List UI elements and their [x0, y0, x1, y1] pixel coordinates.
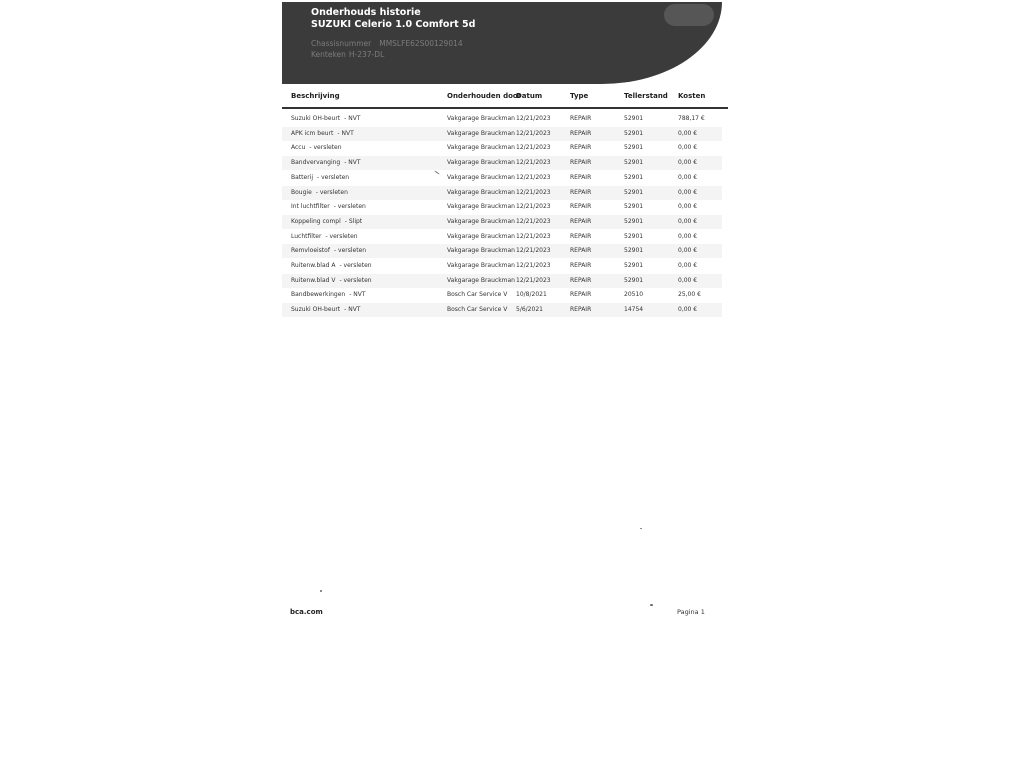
- description-item: Int luchtfilter: [291, 203, 330, 211]
- description-note: - versleten: [325, 232, 358, 240]
- cell-date: 5/6/2021: [516, 306, 543, 314]
- header-divider: [282, 107, 728, 109]
- cell-cost: 0,00 €: [678, 262, 698, 269]
- description-item: Ruitenw.blad A: [291, 262, 336, 269]
- column-header-maintained-by: Onderhouden door: [447, 92, 522, 100]
- cell-date: 12/21/2023: [516, 115, 551, 122]
- chassis-number-value: MMSLFE62S00129014: [379, 39, 463, 48]
- chassis-number-line: [311, 39, 463, 48]
- scan-speck: [320, 590, 322, 592]
- document-title: Onderhouds historie: [311, 7, 421, 18]
- cell-date: 10/8/2021: [516, 291, 547, 299]
- description-note: - versleten: [339, 276, 372, 284]
- cell-maintained-by: Vakgarage Brauckman: [447, 262, 515, 269]
- cell-odometer: 52901: [624, 129, 644, 137]
- scan-smudge: [664, 4, 714, 26]
- table-row: [282, 274, 722, 288]
- description-note: - NVT: [349, 291, 366, 299]
- cell-maintained-by: Vakgarage Brauckman: [447, 173, 515, 181]
- cell-date: 12/21/2023: [516, 203, 551, 211]
- table-row: [282, 303, 722, 317]
- vehicle-model: SUZUKI Celerio 1.0 Comfort 5d: [311, 19, 476, 30]
- cell-maintained-by: Bosch Car Service V: [447, 306, 508, 314]
- cell-description: [291, 130, 354, 137]
- cell-type: REPAIR: [570, 247, 592, 255]
- cell-cost: 0,00 €: [678, 232, 698, 240]
- description-item: Bandbewerkingen: [291, 291, 346, 299]
- cell-description: [291, 115, 360, 122]
- cell-type: REPAIR: [570, 188, 592, 196]
- cell-maintained-by: Vakgarage Brauckman: [447, 203, 515, 211]
- cell-maintained-by: Vakgarage Brauckman: [447, 232, 515, 240]
- cell-cost: 0,00 €: [678, 188, 698, 196]
- cell-odometer: 52901: [624, 247, 644, 255]
- table-row: [282, 215, 722, 229]
- cell-odometer: 52901: [624, 217, 644, 225]
- cell-cost: 0,00 €: [678, 203, 698, 211]
- column-header-costs: Kosten: [678, 92, 706, 100]
- cell-odometer: 52901: [624, 115, 644, 122]
- description-note: - versleten: [339, 262, 372, 269]
- cell-type: REPAIR: [570, 232, 592, 240]
- cell-type: REPAIR: [570, 262, 592, 269]
- cell-maintained-by: Vakgarage Brauckman: [447, 129, 515, 137]
- description-item: Suzuki OH-beurt: [291, 306, 341, 314]
- scan-speck: [650, 604, 653, 606]
- footer-source: bca.com: [290, 608, 323, 616]
- cell-odometer: 52901: [624, 203, 644, 211]
- cell-maintained-by: Bosch Car Service V: [447, 291, 508, 299]
- cell-type: REPAIR: [570, 217, 592, 225]
- cell-description: [291, 144, 342, 151]
- description-item: Accu: [291, 144, 306, 152]
- description-item: APK icm beurt: [291, 129, 334, 137]
- cell-description: [291, 247, 366, 254]
- page-number: Pagina 1: [677, 608, 705, 616]
- cell-type: REPAIR: [570, 276, 592, 284]
- cell-type: REPAIR: [570, 129, 592, 137]
- license-plate-value: H-237-DL: [348, 50, 385, 59]
- document-header: [282, 2, 722, 84]
- description-note: - versleten: [317, 173, 350, 181]
- cell-date: 12/21/2023: [516, 173, 551, 181]
- cell-description: [291, 277, 372, 284]
- cell-type: REPAIR: [570, 159, 592, 167]
- cell-type: REPAIR: [570, 115, 592, 122]
- description-note: - versleten: [333, 247, 367, 255]
- table-row: [282, 259, 722, 273]
- cell-odometer: 52901: [624, 188, 644, 196]
- cell-cost: 0,00 €: [678, 173, 698, 181]
- cell-description: [291, 233, 358, 240]
- description-note: - NVT: [337, 129, 354, 137]
- cell-description: [291, 159, 361, 166]
- cell-description: [291, 306, 360, 313]
- cell-cost: 0,00 €: [678, 159, 698, 167]
- cell-cost: 0,00 €: [678, 144, 698, 152]
- column-header-odometer: Tellerstand: [624, 92, 668, 100]
- cell-cost: 0,00 €: [678, 247, 698, 255]
- cell-maintained-by: Vakgarage Brauckman: [447, 188, 515, 196]
- cell-date: 12/21/2023: [516, 247, 551, 255]
- cell-date: 12/21/2023: [516, 159, 551, 167]
- description-note: - NVT: [344, 306, 361, 314]
- cell-description: [291, 189, 348, 196]
- description-note: - versleten: [315, 188, 348, 196]
- cell-cost: 25,00 €: [678, 291, 701, 299]
- cell-date: 12/21/2023: [516, 276, 551, 284]
- table-row: [282, 127, 722, 141]
- description-item: Bougie: [291, 188, 312, 196]
- scan-speck: [640, 528, 642, 529]
- cell-maintained-by: Vakgarage Brauckman: [447, 247, 515, 255]
- cell-type: REPAIR: [570, 291, 592, 299]
- cell-description: [291, 174, 349, 181]
- description-note: - Slipt: [344, 217, 363, 225]
- table-row: [282, 244, 722, 258]
- cell-cost: 788,17 €: [678, 115, 705, 122]
- description-note: - versleten: [333, 203, 366, 211]
- cell-odometer: 20510: [624, 291, 644, 299]
- table-row: [282, 230, 722, 244]
- cell-cost: 0,00 €: [678, 276, 698, 284]
- cell-odometer: 52901: [624, 159, 644, 167]
- cell-maintained-by: Vakgarage Brauckman: [447, 276, 515, 284]
- cell-date: 12/21/2023: [516, 217, 551, 225]
- description-item: Suzuki OH-beurt: [291, 115, 341, 122]
- table-row: [282, 171, 722, 185]
- license-plate-line: [311, 50, 384, 59]
- description-item: Koppeling compl: [291, 217, 341, 225]
- description-item: Batterij: [291, 173, 313, 181]
- cell-description: [291, 262, 372, 269]
- license-plate-label: Kenteken: [311, 50, 346, 59]
- cell-description: [291, 291, 366, 298]
- table-row: [282, 141, 722, 155]
- cell-date: 12/21/2023: [516, 129, 551, 137]
- table-row: [282, 288, 722, 302]
- cell-maintained-by: Vakgarage Brauckman: [447, 144, 515, 152]
- cell-type: REPAIR: [570, 203, 592, 211]
- chassis-number-label: Chassisnummer: [311, 39, 372, 48]
- description-note: - NVT: [344, 115, 361, 122]
- cell-odometer: 52901: [624, 144, 644, 152]
- table-row: [282, 156, 722, 170]
- cell-maintained-by: Vakgarage Brauckman: [447, 217, 515, 225]
- cell-maintained-by: Vakgarage Brauckman: [447, 159, 515, 167]
- cell-type: REPAIR: [570, 173, 592, 181]
- description-item: Bandvervanging: [291, 159, 341, 167]
- cell-cost: 0,00 €: [678, 217, 698, 225]
- column-header-description: Beschrijving: [291, 92, 340, 100]
- cell-date: 12/21/2023: [516, 232, 551, 240]
- cell-type: REPAIR: [570, 306, 592, 314]
- description-item: Ruitenw.blad V: [291, 276, 336, 284]
- description-note: - versleten: [309, 144, 342, 152]
- cell-maintained-by: Vakgarage Brauckman: [447, 115, 515, 122]
- table-row: [282, 186, 722, 200]
- description-item: Luchtfilter: [291, 232, 322, 240]
- cell-odometer: 52901: [624, 173, 644, 181]
- cell-description: [291, 218, 362, 225]
- cell-odometer: 14754: [624, 306, 644, 314]
- description-item: Remvloeistof: [291, 247, 330, 255]
- cell-date: 12/21/2023: [516, 144, 551, 152]
- description-note: - NVT: [344, 159, 361, 167]
- document-page: [282, 0, 728, 768]
- cell-date: 12/21/2023: [516, 188, 551, 196]
- table-row: [282, 200, 722, 214]
- column-header-date: Datum: [516, 92, 543, 100]
- cell-description: [291, 203, 366, 210]
- table-row: [282, 112, 722, 126]
- cell-odometer: 52901: [624, 262, 644, 269]
- cell-odometer: 52901: [624, 232, 644, 240]
- column-header-type: Type: [570, 92, 589, 100]
- cell-date: 12/21/2023: [516, 262, 551, 269]
- cell-cost: 0,00 €: [678, 306, 698, 314]
- cell-odometer: 52901: [624, 276, 644, 284]
- cell-type: REPAIR: [570, 144, 592, 152]
- cell-cost: 0,00 €: [678, 129, 698, 137]
